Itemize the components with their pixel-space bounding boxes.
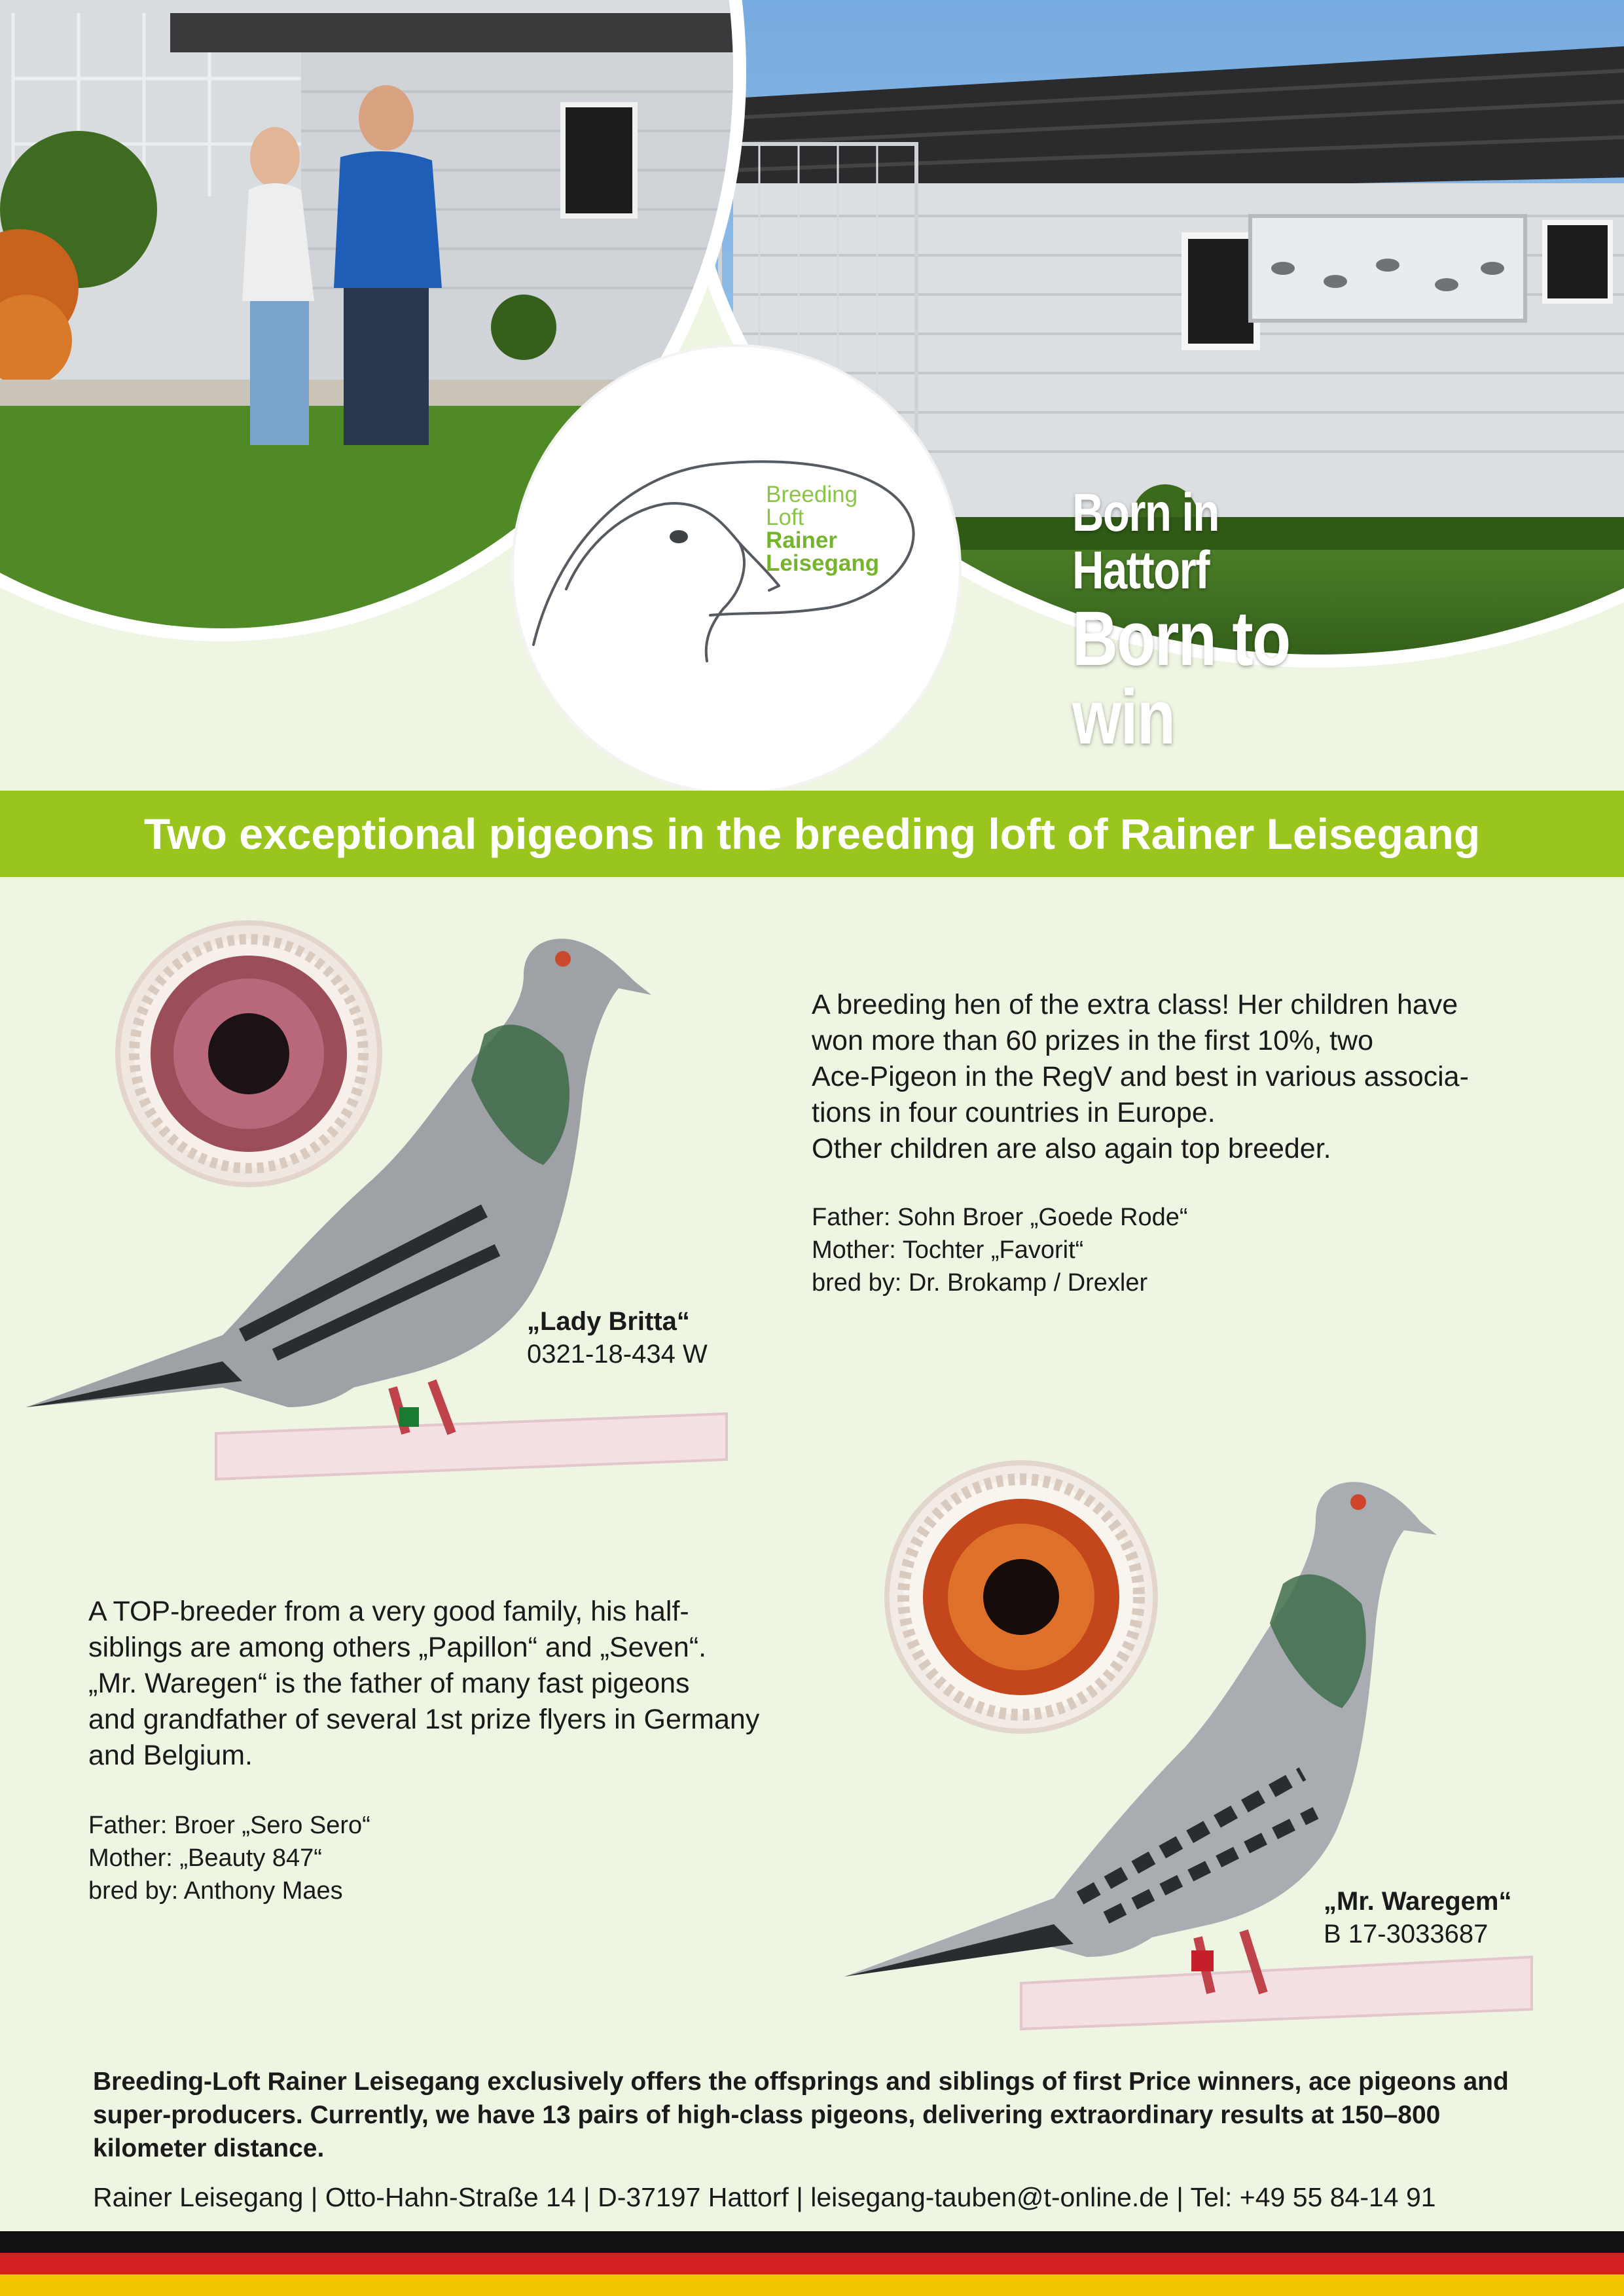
- headline-banner: Two exceptional pigeons in the breeding loft of Rainer Leisegang: [0, 791, 1624, 877]
- logo-badge: [514, 347, 959, 792]
- contact-line: Rainer Leisegang | Otto-Hahn-Straße 14 | D-37197 Hattorf | leisegang-tauben@t-online.de | Tel: +49 55 84-14 91: [93, 2182, 1436, 2212]
- mr-waregem-description: [88, 1594, 759, 1774]
- company-statement: Breeding-Loft Rainer Leisegang exclusively offers the offsprings and siblings of first Price winners, ace pigeons and super-producers. Currently, we have 13 pairs of high-class pigeons, delivering extraordinary results at 150–800 kilometer distance.: [93, 2068, 1509, 2162]
- lady-britta-description: [812, 987, 1469, 1167]
- slogan-line-2: Born to win: [1072, 596, 1290, 761]
- logo-wordmark: [766, 483, 879, 575]
- lady-britta-ring: 0321-18-434 W: [527, 1340, 708, 1369]
- text-line: won more than 60 prizes in the first 10%, two: [812, 1025, 1374, 1056]
- bred-by-line: bred by: Dr. Brokamp / Drexler: [812, 1269, 1148, 1297]
- mr-waregem-name: „Mr. Waregem“: [1324, 1887, 1512, 1916]
- text-line: A breeding hen of the extra class! Her children have: [812, 989, 1458, 1020]
- text-line: and grandfather of several 1st prize flyers in Germany: [88, 1704, 760, 1735]
- logo-line-3: Rainer: [766, 528, 837, 553]
- text-line: tions in four countries in Europe.: [812, 1097, 1216, 1128]
- text-line: Ace-Pigeon in the RegV and best in various associa-: [812, 1061, 1469, 1092]
- mother-line: Mother: Tochter „Favorit“: [812, 1236, 1084, 1264]
- text-line: „Mr. Waregen“ is the father of many fast pigeons: [88, 1668, 690, 1699]
- lady-britta-illustration: [26, 903, 759, 1492]
- lady-britta-pedigree: [812, 1201, 1188, 1299]
- flag-stripe-gold: [0, 2274, 1624, 2296]
- lady-britta-name: „Lady Britta“: [527, 1307, 690, 1336]
- mr-waregem-pedigree: [88, 1809, 370, 1907]
- flag-stripe-red: [0, 2253, 1624, 2274]
- logo-line-4: Leisegang: [766, 550, 880, 576]
- mother-line: Mother: „Beauty 847“: [88, 1844, 322, 1872]
- slogan: [1072, 483, 1342, 761]
- father-line: Father: Broer „Sero Sero“: [88, 1812, 370, 1839]
- text-line: Other children are also again top breeder.: [812, 1133, 1331, 1164]
- text-line: A TOP-breeder from a very good family, his half-: [88, 1596, 689, 1627]
- logo-line-2: Loft: [766, 505, 804, 530]
- slogan-line-1: Born in Hattorf: [1072, 483, 1219, 600]
- mr-waregem-caption: [1324, 1885, 1511, 1950]
- flag-stripe-black: [0, 2231, 1624, 2253]
- lady-britta-caption: [527, 1305, 708, 1371]
- bred-by-line: bred by: Anthony Maes: [88, 1877, 343, 1905]
- text-line: siblings are among others „Papillon“ and „Seven“.: [88, 1632, 707, 1663]
- text-line: and Belgium.: [88, 1740, 253, 1771]
- logo-line-1: Breeding: [766, 482, 858, 507]
- father-line: Father: Sohn Broer „Goede Rode“: [812, 1204, 1188, 1231]
- dove-logo-icon: [514, 347, 959, 792]
- mr-waregem-ring: B 17-3033687: [1324, 1920, 1489, 1948]
